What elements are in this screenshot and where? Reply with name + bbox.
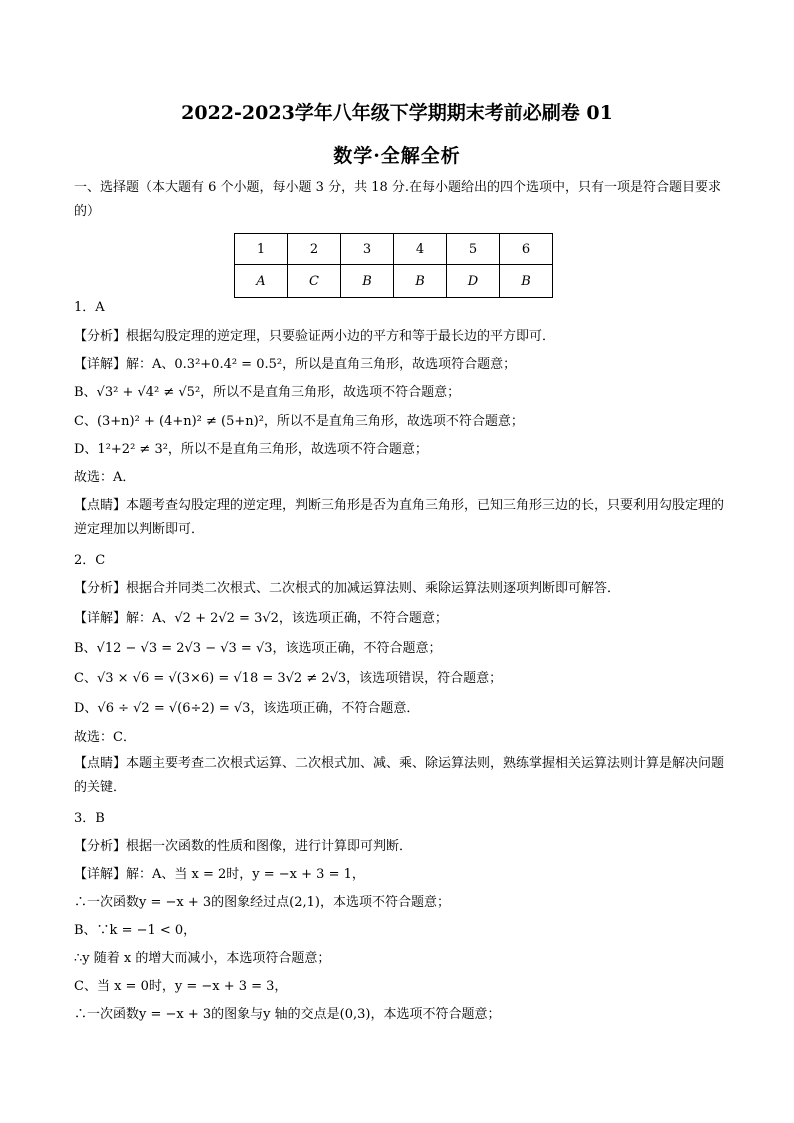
- remark-text: 【点睛】本题考查勾股定理的逆定理，判断三角形是否为直角三角形，已知三角形三边的长，只要利用勾股定理的逆定理加以判断即可．: [74, 498, 725, 537]
- answer-text: 故选：C．: [74, 730, 136, 745]
- detail-text: B、√12 − √3 = 2√3 − √3 = √3，该选项正确，不符合题意；: [74, 641, 442, 656]
- answer-table: [234, 233, 553, 298]
- remark-text: 【点睛】本题主要考查二次根式运算、二次根式加、减、乘、除运算法则，熟练掌握相关运算法则计算是解决问题的关键．: [74, 756, 725, 795]
- table-row: [235, 234, 553, 265]
- analysis-text: 【分析】根据勾股定理的逆定理，只要验证两小边的平方和等于最长边的平方即可．: [74, 329, 556, 344]
- table-cell: 2: [288, 234, 341, 265]
- detail-text: C、√3 × √6 = √(3×6) = √18 = 3√2 ≠ 2√3，该选项错误，符合题意；: [74, 671, 503, 686]
- detail-text: 【详解】解：A、√2 + 2√2 = 3√2，该选项正确，不符合题意；: [74, 611, 448, 626]
- analysis-text: 【分析】根据合并同类二次根式、二次根式的加减运算法则、乘除运算法则逐项判断即可解答．: [74, 581, 621, 596]
- page-subtitle: 数学·全解全析: [333, 145, 461, 167]
- table-cell: B: [394, 265, 447, 298]
- detail-text: 【详解】解：A、0.3²+0.4² = 0.5²，所以是直角三角形，故选项符合题意；: [74, 357, 517, 372]
- table-cell: 5: [447, 234, 500, 265]
- analysis-text: 【分析】根据一次函数的性质和图像，进行计算即可判断．: [74, 839, 413, 854]
- table-cell: C: [288, 265, 341, 298]
- detail-text: B、∵k = −1 < 0，: [74, 923, 197, 938]
- detail-text: ∴一次函数y = −x + 3的图象经过点(2,1)，本选项不符合题意；: [74, 895, 450, 910]
- table-cell: 3: [341, 234, 394, 265]
- detail-text: ∴一次函数y = −x + 3的图象与y 轴的交点是(0,3)，本选项不符合题意；: [74, 1007, 501, 1022]
- page-title: 2022-2023学年八年级下学期期末考前必刷卷 01: [181, 102, 613, 124]
- question-number: 3．B: [74, 811, 105, 826]
- detail-text: C、当 x = 0时，y = −x + 3 = 3，: [74, 979, 288, 994]
- detail-text: ∴y 随着 x 的增大而减小，本选项符合题意；: [74, 951, 331, 966]
- table-cell: 4: [394, 234, 447, 265]
- detail-text: C、(3+n)² + (4+n)² ≠ (5+n)²，所以不是直角三角形，故选项不符合题意；: [74, 414, 524, 429]
- question-number: 1．A: [74, 300, 105, 315]
- table-cell: 1: [235, 234, 288, 265]
- question-number: 2．C: [74, 553, 106, 568]
- table-cell: A: [235, 265, 288, 298]
- table-row: [235, 265, 553, 298]
- detail-text: D、√6 ÷ √2 = √(6÷2) = √3，该选项正确，不符合题意．: [74, 701, 420, 716]
- table-cell: B: [341, 265, 394, 298]
- table-cell: D: [447, 265, 500, 298]
- table-cell: 6: [500, 234, 553, 265]
- answer-text: 故选：A．: [74, 470, 136, 485]
- section-heading: 一、选择题（本大题有 6 个小题，每小题 3 分，共 18 分.在每小题给出的四个选项中，只有一项是符合题目要求的）: [74, 180, 722, 219]
- detail-text: B、√3² + √4² ≠ √5²，所以不是直角三角形，故选项不符合题意；: [74, 385, 461, 400]
- detail-text: 【详解】解：A、当 x = 2时，y = −x + 3 = 1，: [74, 867, 365, 882]
- table-cell: B: [500, 265, 553, 298]
- detail-text: D、1²+2² ≠ 3²，所以不是直角三角形，故选项不符合题意；: [74, 442, 428, 457]
